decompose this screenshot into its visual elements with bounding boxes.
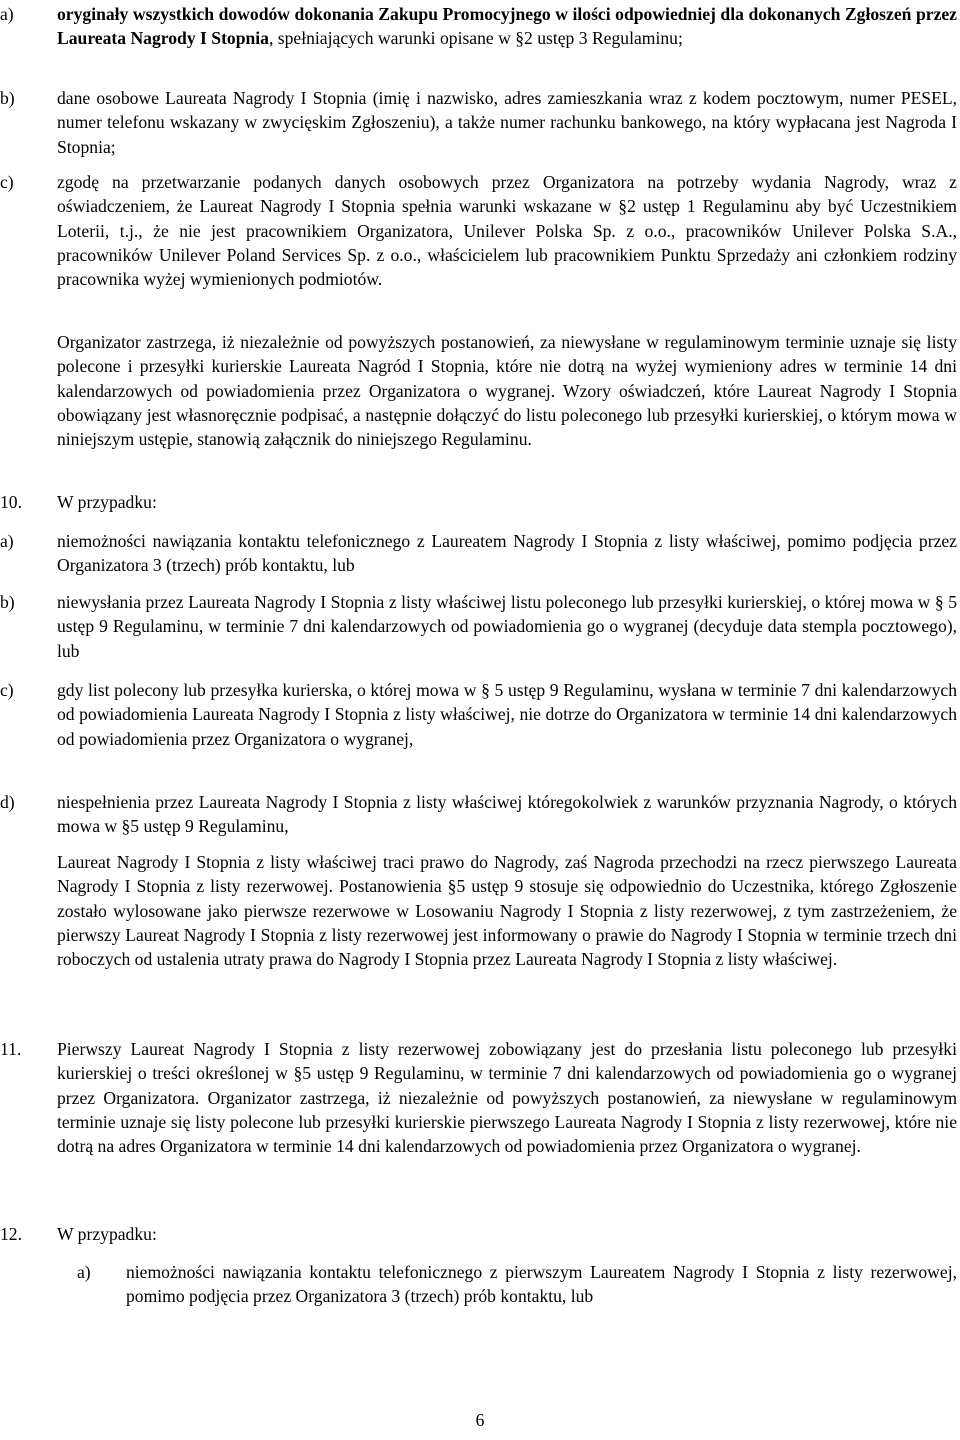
list-item-b xyxy=(0,86,957,159)
section-heading-12: W przypadku: xyxy=(57,1224,157,1244)
item-text: gdy list polecony lub przesyłka kurierska, o której mowa w § 5 ustęp 9 Regulaminu, wysłana w terminie 7 dni kalendarzowych od powiadomienia Laureata Nagrody I Stopnia z listy właściwej, nie dotrze do Organizatora w terminie 14 dni kalendarzowych od powiadomienia przez Organizatora o wygranej, xyxy=(57,680,957,749)
item-label: b) xyxy=(0,592,15,612)
page-number: 6 xyxy=(475,1410,485,1430)
item-label: a) xyxy=(0,4,14,24)
list-item-10c xyxy=(0,678,957,751)
item-label: a) xyxy=(0,531,14,551)
item-text-12a: niemożności nawiązania kontaktu telefonicznego z pierwszym Laureatem Nagrody I Stopnia z listy rezerwowej, pomimo podjęcia przez Organizatora 3 (trzech) prób kontaktu, lub xyxy=(126,1262,957,1307)
item-label: c) xyxy=(0,172,14,192)
section-heading-10: W przypadku: xyxy=(57,492,157,512)
item-text-rest: , spełniających warunki opisane w §2 ustęp 3 Regulaminu; xyxy=(268,28,683,49)
item-bold-text: oryginały wszystkich dowodów dokonania Zakupu Promocyjnego w ilości odpowiedniej dla dokonanych Zgłoszeń przez Laureata Nagrody I Stopnia xyxy=(57,4,957,49)
section-number-11: 11. xyxy=(0,1039,22,1059)
list-item-10a xyxy=(0,529,957,578)
list-item-a xyxy=(0,2,957,51)
item-label: d) xyxy=(0,792,15,812)
item-label: c) xyxy=(0,680,14,700)
list-item-c xyxy=(0,170,957,291)
item-label: b) xyxy=(0,88,15,108)
section-number-10: 10. xyxy=(0,492,22,512)
section-number-12: 12. xyxy=(0,1224,22,1244)
item-text: niewysłania przez Laureata Nagrody I Stopnia z listy właściwej listu poleconego lub przesyłki kurierskiej, o której mowa w § 5 ustęp 9 Regulaminu, w terminie 7 dni kalendarzowych od powiadomienia go o wygranej (decyduje data stempla pocztowego), lub xyxy=(57,592,957,661)
item-text xyxy=(57,2,957,51)
paragraph-organizator: Organizator zastrzega, iż niezależnie od powyższych postanowień, za niewysłane w regulaminowym terminie uznaje się listy polecone i przesyłki kurierskie Laureata Nagród I Stopnia, które nie dotrą na wyżej wymieniony adres w terminie 14 dni kalendarzowych od powiadomienia przez Organizatora o wygranej. Wzory oświadczeń, które Laureat Nagrody I Stopnia obowiązany jest własnoręcznie podpisać, a następnie dołączyć do listu poleconego lub przesyłki kurierskiej, o którym mowa w niniejszym ustępie, stanowią załącznik do niniejszego Regulaminu. xyxy=(57,332,957,450)
item-text: niemożności nawiązania kontaktu telefonicznego z Laureatem Nagrody I Stopnia z listy właściwej, pomimo podjęcia przez Organizatora 3 (trzech) prób kontaktu, lub xyxy=(57,531,957,576)
item-text: niespełnienia przez Laureata Nagrody I Stopnia z listy właściwej któregokolwiek z warunków przyznania Nagrody, o których mowa w §5 ustęp 9 Regulaminu, xyxy=(57,792,957,837)
section-10-closing: Laureat Nagrody I Stopnia z listy właściwej traci prawo do Nagrody, zaś Nagroda przechodzi na rzecz pierwszego Laureata Nagrody I Stopnia z listy rezerwowej. Postanowienia §5 ustęp 9 stosuje się odpowiednio do Uczestnika, którego Zgłoszenie zostało wylosowane jako pierwsze rezerwowe w Losowaniu Nagrody I Stopnia z listy rezerwowej, z tym zastrzeżeniem, że pierwszy Laureat Nagrody I Stopnia z listy rezerwowej jest informowany o prawie do Nagrody I Stopnia w terminie trzech dni roboczych od ustalenia utraty prawa do Nagrody I Stopnia przez Laureata Nagrody I Stopnia z listy właściwej. xyxy=(57,852,957,970)
item-text: dane osobowe Laureata Nagrody I Stopnia (imię i nazwisko, adres zamieszkania wraz z kodem pocztowym, numer PESEL, numer telefonu wskazany w zwycięskim Zgłoszeniu), a także numer rachunku bankowego, na który wypłacana jest Nagroda I Stopnia; xyxy=(57,88,957,157)
list-item-10b xyxy=(0,590,957,663)
section-text-11: Pierwszy Laureat Nagrody I Stopnia z listy rezerwowej zobowiązany jest do przesłania listu poleconego lub przesyłki kurierskiej o treści określonej w §5 ustęp 9 Regulaminu, w terminie 7 dni kalendarzowych od powiadomienia go o wygranej przez Organizatora. Organizator zastrzega, iż niezależnie od powyższych postanowień, za niewysłane w regulaminowym terminie uznaje się listy polecone lub przesyłki kurierskie pierwszego Laureata Nagrody I Stopnia z listy rezerwowej, które nie dotrą na adres Organizatora w terminie 14 dni kalendarzowych od powiadomienia przez Organizatora o wygranej. xyxy=(57,1039,957,1157)
item-label-12a: a) xyxy=(77,1262,91,1282)
item-text: zgodę na przetwarzanie podanych danych osobowych przez Organizatora na potrzeby wydania Nagrody, wraz z oświadczeniem, że Laureat Nagrody I Stopnia spełnia warunki wskazane w §2 ustęp 1 Regulaminu aby być Uczestnikiem Loterii, t.j., że nie jest pracownikiem Organizatora, Unilever Polska Sp. z o.o., pracowników Unilever Polska S.A., pracowników Unilever Poland Services Sp. z o.o., właścicielem lub pracownikiem Punktu Sprzedaży ani członkiem rodziny pracownika wyżej wymienionych podmiotów. xyxy=(57,172,957,290)
list-item-10d xyxy=(0,790,957,839)
